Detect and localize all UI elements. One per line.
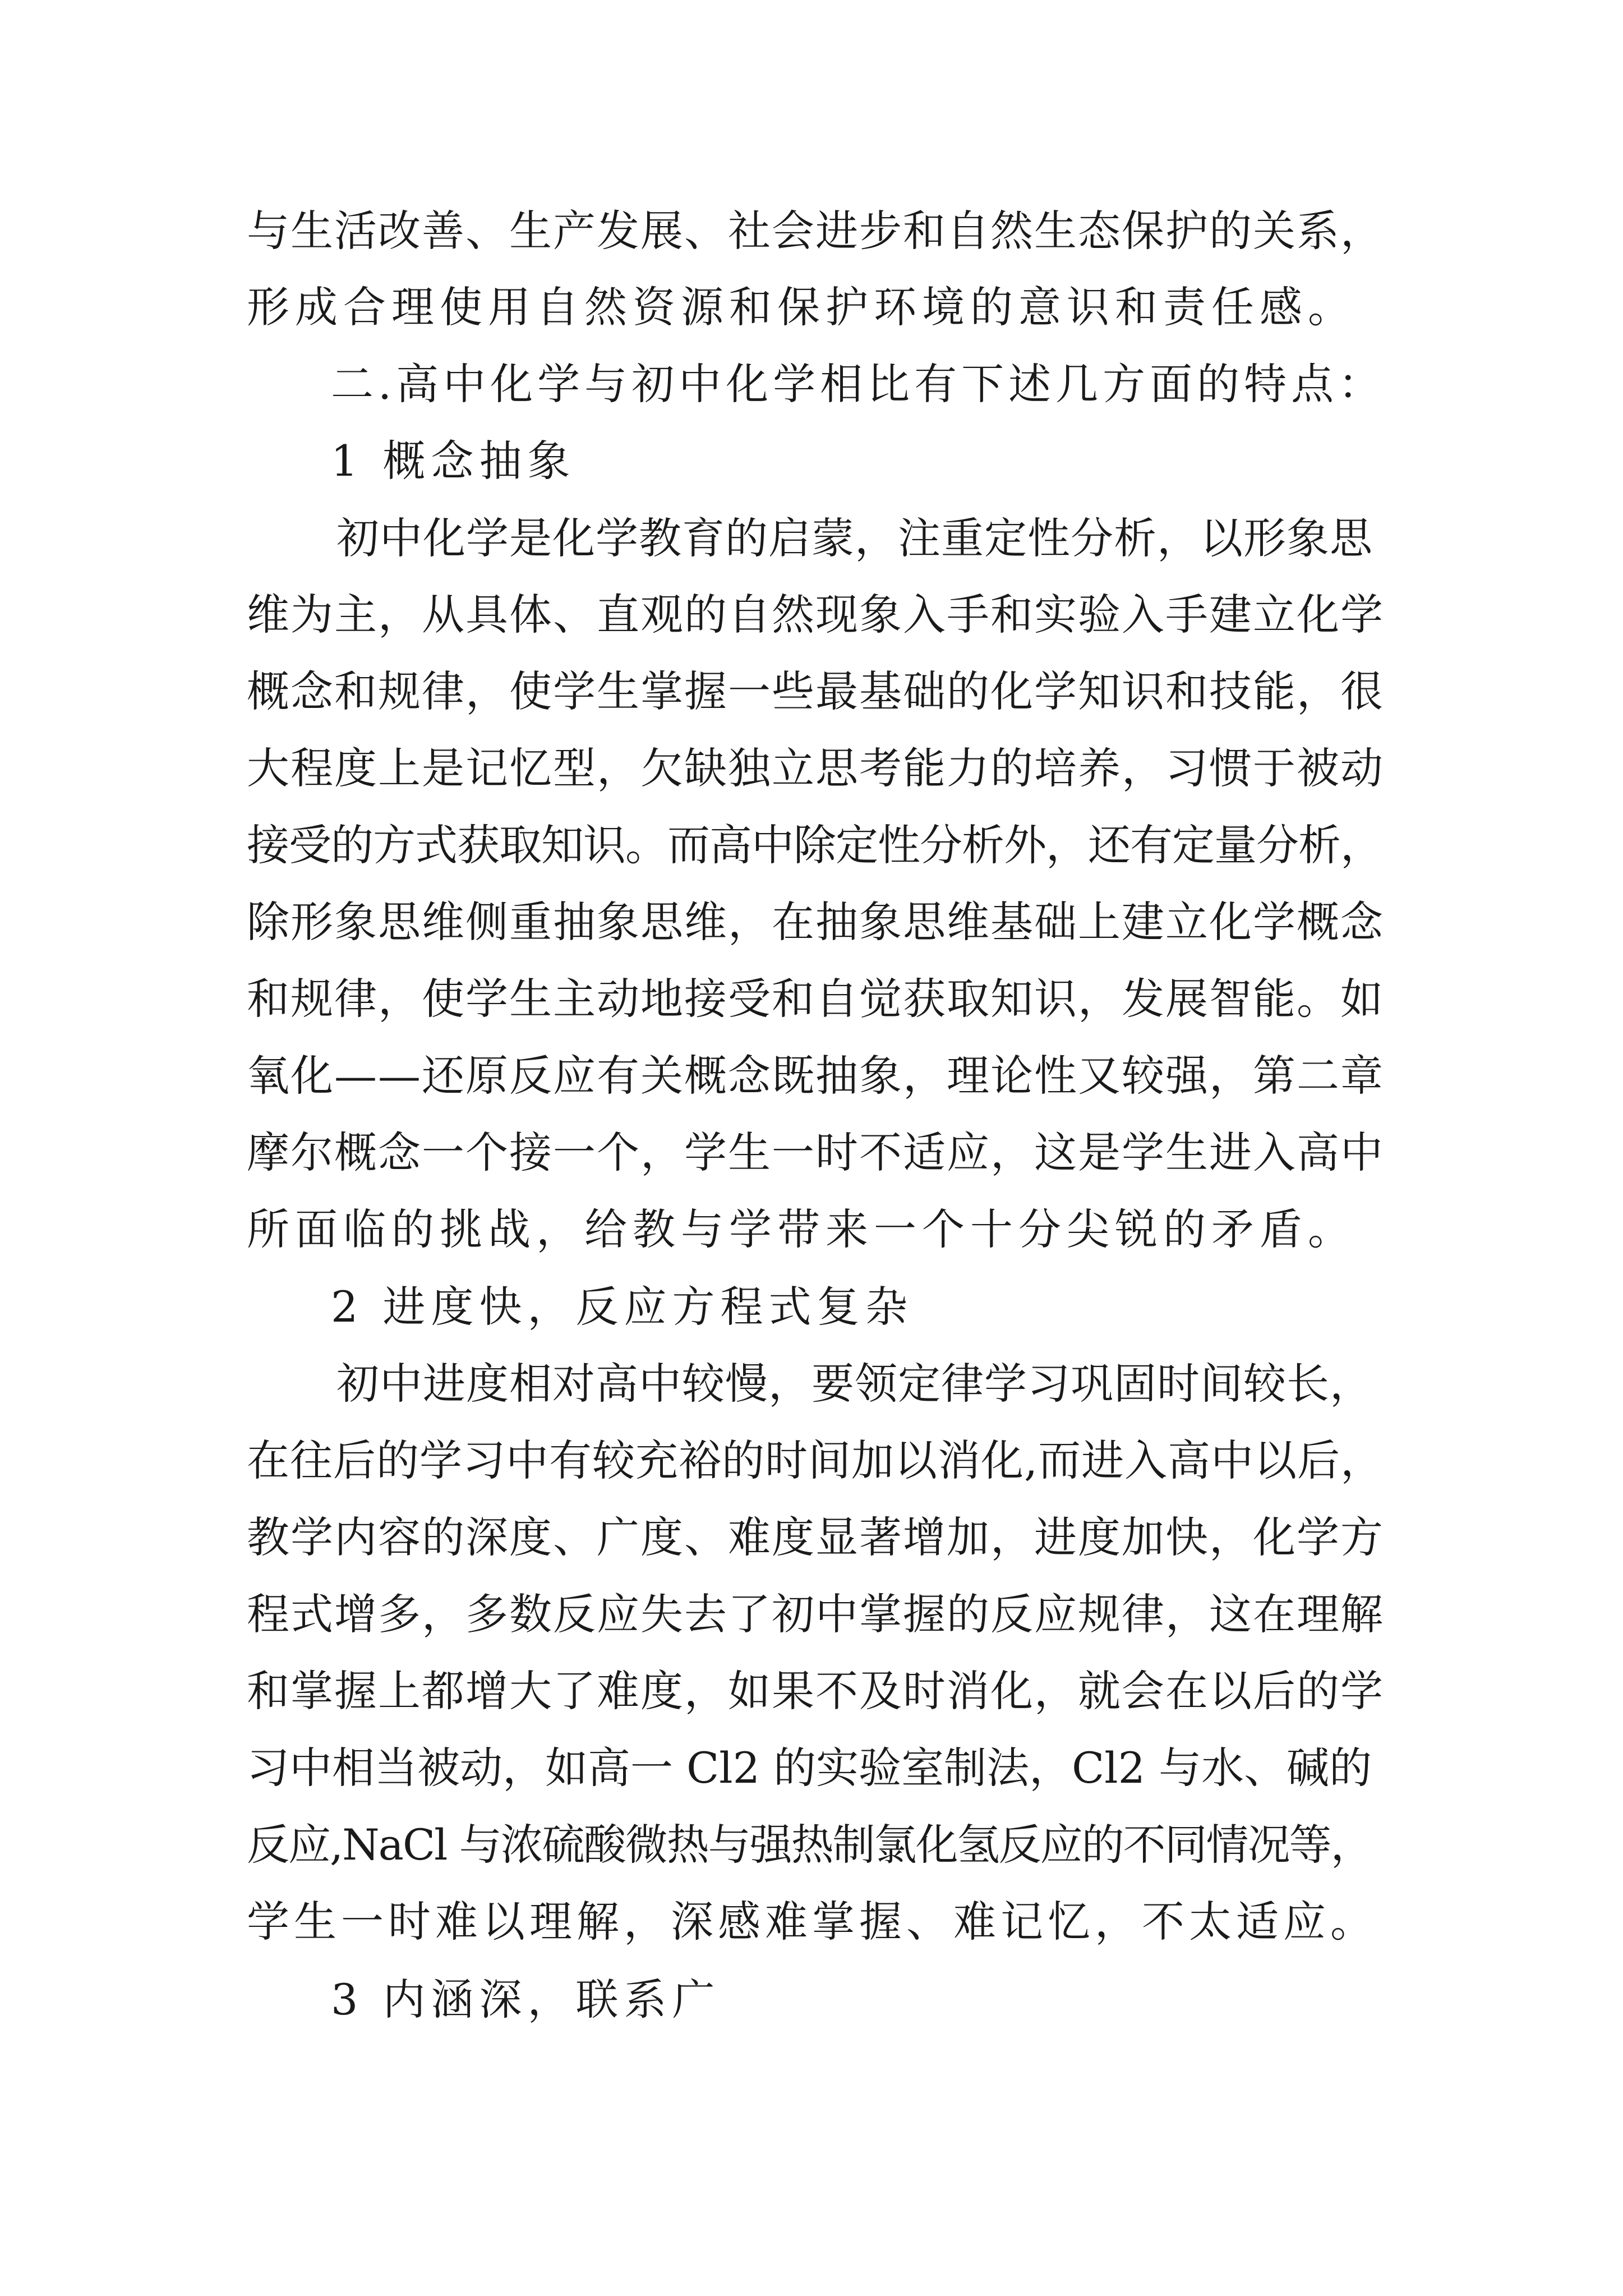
subsection-heading: 2 进度快，反应方程式复杂: [331, 1282, 914, 1332]
text-line: 程式增多，多数反应失去了初中掌握的反应规律，这在理解: [247, 1589, 1384, 1639]
subsection-heading: 3 内涵深，联系广: [331, 1975, 721, 2024]
section-heading: 二.高中化学与初中化学相比有下述几方面的特点：: [331, 359, 1386, 409]
text-line: 和掌握上都增大了难度，如果不及时消化，就会在以后的学: [247, 1666, 1384, 1716]
text-line: 学生一时难以理解，深感难掌握、难记忆，不太适应。: [247, 1897, 1377, 1947]
text-line: 所面临的挑战，给教与学带来一个十分尖锐的矛盾。: [247, 1204, 1356, 1254]
text-line: 与生活改善、生产发展、社会进步和自然生态保护的关系，: [247, 206, 1384, 256]
text-line: 氧化——还原反应有关概念既抽象，理论性又较强，第二章: [247, 1051, 1384, 1101]
subsection-heading: 1 概念抽象: [331, 436, 576, 486]
text-line: 初中进度相对高中较慢，要领定律学习巩固时间较长，: [336, 1359, 1373, 1409]
text-line: 接受的方式获取知识。而高中除定性分析外，还有定量分析，: [247, 820, 1382, 870]
text-line: 教学内容的深度、广度、难度显著增加，进度加快，化学方: [247, 1512, 1384, 1562]
text-line: 在往后的学习中有较充裕的时间加以消化,而进入高中以后，: [247, 1435, 1384, 1485]
text-line: 初中化学是化学教育的启蒙，注重定性分析，以形象思: [336, 513, 1373, 563]
text-line: 习中相当被动，如高一 Cl2 的实验室制法，Cl2 与水、碱的: [247, 1743, 1372, 1793]
text-line: 反应,NaCl 与浓硫酸微热与强热制氯化氢反应的不同情况等，: [247, 1820, 1372, 1870]
text-line: 形成合理使用自然资源和保护环境的意识和责任感。: [247, 282, 1356, 332]
text-line: 大程度上是记忆型，欠缺独立思考能力的培养，习惯于被动: [247, 743, 1384, 793]
text-line: 和规律，使学生主动地接受和自觉获取知识，发展智能。如: [247, 974, 1384, 1024]
text-line: 维为主，从具体、直观的自然现象入手和实验入手建立化学: [247, 590, 1384, 639]
text-line: 概念和规律，使学生掌握一些最基础的化学知识和技能，很: [247, 666, 1384, 716]
text-line: 除形象思维侧重抽象思维，在抽象思维基础上建立化学概念: [247, 897, 1384, 947]
text-line: 摩尔概念一个接一个，学生一时不适应，这是学生进入高中: [247, 1128, 1384, 1177]
